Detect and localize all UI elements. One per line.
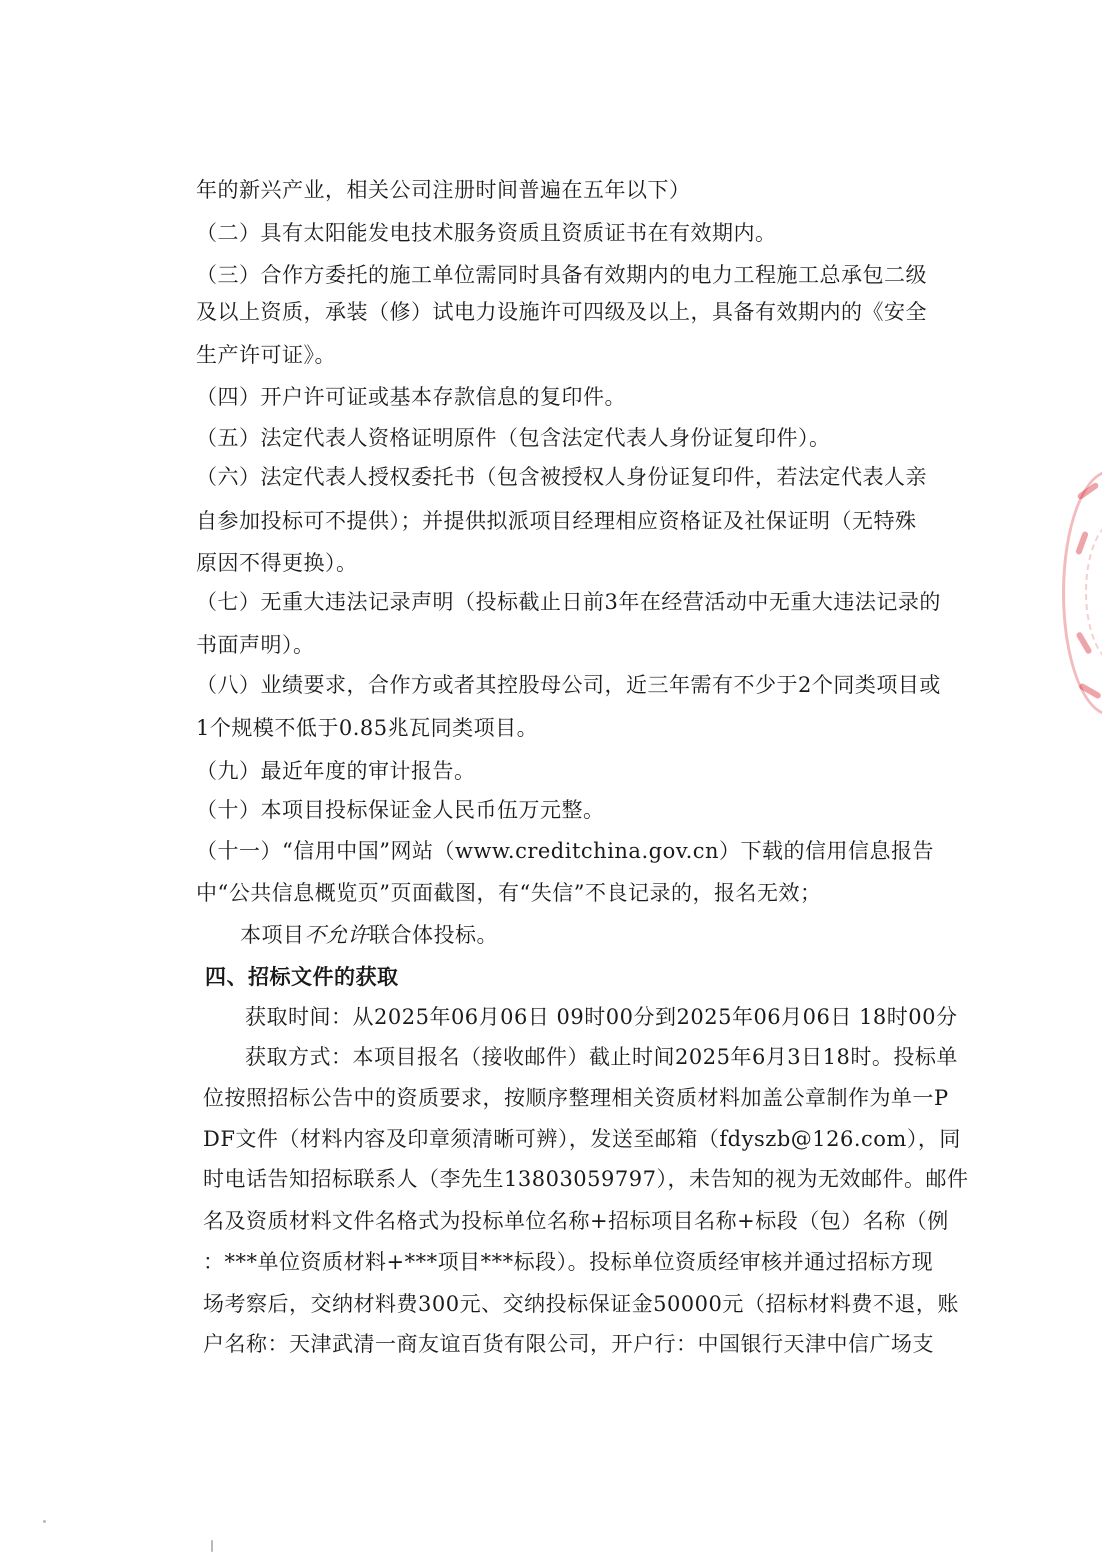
text-line: （六）法定代表人授权委托书（包含被授权人身份证复印件，若法定代表人亲 bbox=[196, 465, 927, 489]
text-line: 书面声明）。 bbox=[196, 633, 315, 657]
acquire-time-line: 获取时间：从2025年06月06日 09时00分到2025年06月06日 18时00分 bbox=[245, 1005, 958, 1029]
acquire-method-line: 场考察后，交纳材料费300元、交纳投标保证金50000元（招标材料费不退，账 bbox=[203, 1292, 959, 1316]
text-line: 自参加投标可不提供）；并提供拟派项目经理相应资格证及社保证明（无特殊 bbox=[196, 509, 917, 533]
acquire-method-line: 户名称：天津武清一商友谊百货有限公司，开户行：中国银行天津中信广场支 bbox=[203, 1332, 934, 1356]
text-line: （八）业绩要求，合作方或者其控股母公司，近三年需有不少于2个同类项目或 bbox=[196, 673, 941, 697]
acquire-method-line: 名及资质材料文件名格式为投标单位名称+招标项目名称+标段（包）名称（例 bbox=[203, 1209, 949, 1233]
text-line: 年的新兴产业，相关公司注册时间普遍在五年以下） bbox=[196, 178, 691, 202]
text-line: （七）无重大违法记录声明（投标截止日前3年在经营活动中无重大违法记录的 bbox=[196, 590, 941, 614]
text-line: （十一）“信用中国”网站（www.creditchina.gov.cn）下载的信用信息报告 bbox=[196, 839, 935, 863]
text-line: （九）最近年度的审计报告。 bbox=[196, 759, 476, 783]
joint-bid-prefix: 本项目 bbox=[240, 923, 305, 947]
scan-speck bbox=[211, 1540, 213, 1552]
text-line: （十）本项目投标保证金人民币伍万元整。 bbox=[196, 798, 605, 822]
text-line: 原因不得更换）。 bbox=[196, 551, 358, 575]
text-line: 中“公共信息概览页”页面截图，有“失信”不良记录的，报名无效； bbox=[196, 881, 822, 905]
joint-bid-line bbox=[240, 921, 1000, 949]
acquire-method-line: 获取方式：本项目报名（接收邮件）截止时间2025年6月3日18时。投标单 bbox=[245, 1045, 958, 1069]
text-line: （五）法定代表人资格证明原件（包含法定代表人身份证复印件）。 bbox=[196, 426, 831, 450]
joint-bid-suffix: 联合体投标。 bbox=[369, 923, 498, 947]
scan-speck bbox=[43, 1520, 46, 1523]
acquire-method-line: DF文件（材料内容及印章须清晰可辨），发送至邮箱（fdyszb@126.com），同 bbox=[203, 1127, 961, 1151]
text-line: （四）开户许可证或基本存款信息的复印件。 bbox=[196, 385, 626, 409]
text-line: 及以上资质，承装（修）试电力设施许可四级及以上，具备有效期内的《安全 bbox=[196, 300, 927, 324]
section-heading: 四、招标文件的获取 bbox=[205, 965, 399, 989]
text-line: （二）具有太阳能发电技术服务资质且资质证书在有效期内。 bbox=[196, 221, 777, 245]
text-line: 1个规模不低于0.85兆瓦同类项目。 bbox=[196, 716, 539, 740]
acquire-method-line: 位按照招标公告中的资质要求，按顺序整理相关资质材料加盖公章制作为单一P bbox=[203, 1086, 949, 1110]
acquire-method-line: 时电话告知招标联系人（李先生13803059797），未告知的视为无效邮件。邮件 bbox=[203, 1167, 969, 1191]
joint-bid-emphasis: 不允许 bbox=[304, 923, 369, 947]
acquire-method-line: ：***单位资质材料+***项目***标段）。投标单位资质经审核并通过招标方现 bbox=[203, 1250, 934, 1274]
text-line: 生产许可证》。 bbox=[196, 343, 336, 367]
text-line: （三）合作方委托的施工单位需同时具备有效期内的电力工程施工总承包二级 bbox=[196, 263, 927, 287]
